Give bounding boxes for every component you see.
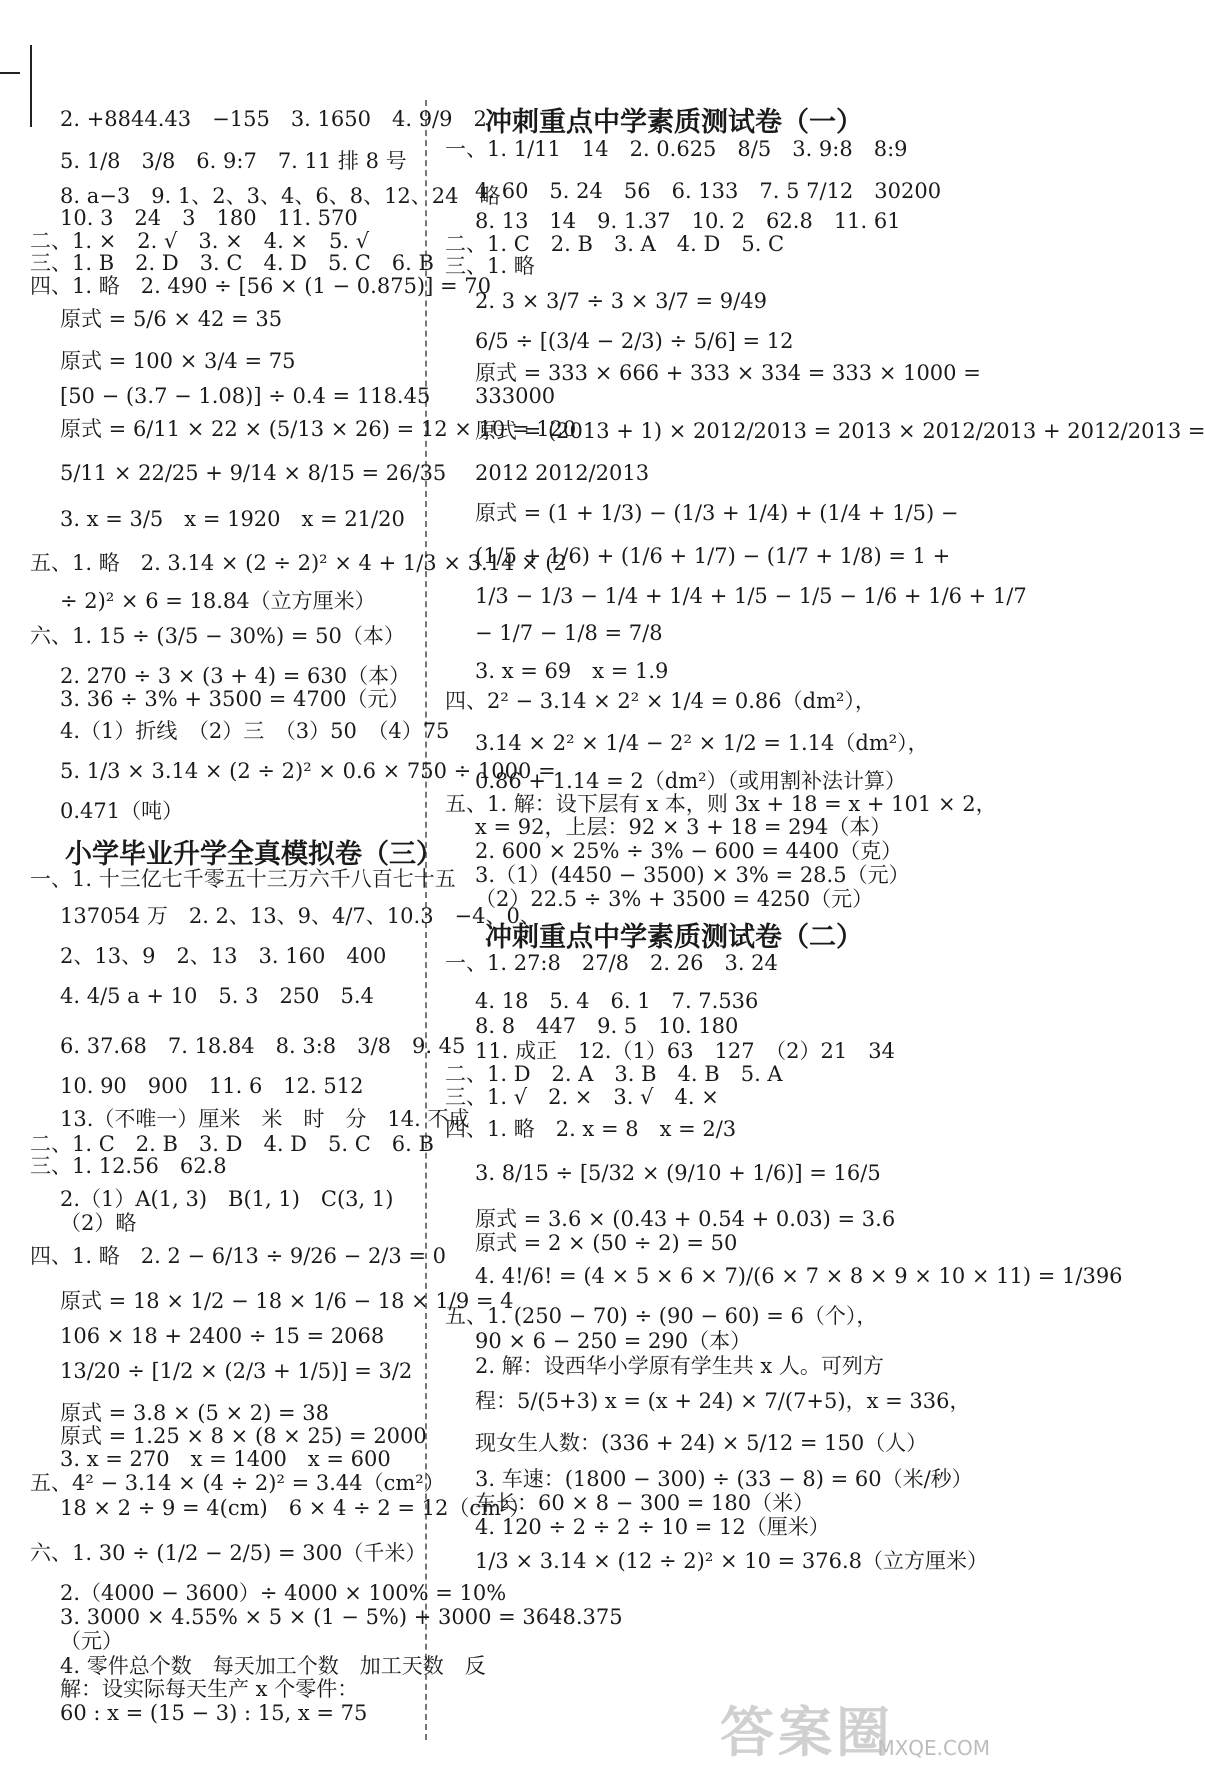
answer-line: 原式 = 2 × (50 ÷ 2) = 50	[475, 1231, 738, 1255]
answer-line: 4. 4!/6! = (4 × 5 × 6 × 7)/(6 × 7 × 8 × 9 × 10 × 11) = 1/396	[475, 1264, 1123, 1288]
answer-line: 13.（不唯一）厘米 米 时 分 14. 不成	[60, 1107, 470, 1131]
section-title: 冲刺重点中学素质测试卷（二）	[485, 922, 863, 953]
answer-line: 4. 4/5 a + 10 5. 3 250 5.4	[60, 984, 374, 1008]
answer-line: 二、1. D 2. A 3. B 4. B 5. A	[445, 1062, 783, 1086]
answer-line: 8. 8 447 9. 5 10. 180	[475, 1014, 739, 1038]
answer-line: 3. 8/15 ÷ [5/32 × (9/10 + 1/6)] = 16/5	[475, 1161, 881, 1185]
answer-line: 原式 = 5/6 × 42 = 35	[60, 307, 283, 331]
answer-line: 8. 13 14 9. 1.37 10. 2 62.8 11. 61	[475, 209, 901, 233]
answer-line: 106 × 18 + 2400 ÷ 15 = 2068	[60, 1324, 385, 1348]
answer-line: 原式 = 333 × 666 + 333 × 334 = 333 × 1000 =	[475, 361, 981, 385]
answer-line: 解：设实际每天生产 x 个零件：	[60, 1677, 359, 1701]
answer-line: 1/3 − 1/3 − 1/4 + 1/4 + 1/5 − 1/5 − 1/6 + 1/6 + 1/7	[475, 584, 1027, 608]
answer-line: 4. 零件总个数 每天加工个数 加工天数 反	[60, 1654, 486, 1678]
answer-line: 五、1. (250 − 70) ÷ (90 − 60) = 6（个），	[445, 1304, 878, 1328]
answer-line: 3. 3000 × 4.55% × 5 × (1 − 5%) + 3000 = 3648.375	[60, 1605, 623, 1629]
answer-line: 0.471（吨）	[60, 799, 184, 823]
answer-line: 3. x = 270 x = 1400 x = 600	[60, 1447, 391, 1471]
answer-line: 6/5 ÷ [(3/4 − 2/3) ÷ 5/6] = 12	[475, 329, 794, 353]
answer-line: 原式 = 18 × 1/2 − 18 × 1/6 − 18 × 1/9 = 4	[60, 1289, 514, 1313]
answer-line: 四、1. 略 2. 2 − 6/13 ÷ 9/26 − 2/3 = 0	[30, 1244, 447, 1268]
answer-line: 2.（1）A(1, 3) B(1, 1) C(3, 1)	[60, 1187, 394, 1211]
answer-line: 3.（1）(4450 − 3500) × 3% = 28.5（元）	[475, 863, 910, 887]
answer-line: [50 − (3.7 − 1.08)] ÷ 0.4 = 118.45	[60, 384, 431, 408]
watermark-url: MXQE.COM	[877, 1736, 990, 1760]
answer-line: 90 × 6 − 250 = 290（本）	[475, 1329, 752, 1353]
answer-line: 原式 = 6/11 × 22 × (5/13 × 26) = 12 × 10 = 120	[60, 417, 577, 441]
answer-line: 8. a−3 9. 1、2、3、4、6、8、12、24 略	[60, 184, 501, 208]
answer-line: 4. 60 5. 24 56 6. 133 7. 5 7/12 30200	[475, 179, 942, 203]
answer-line: 1/3 × 3.14 × (12 ÷ 2)² × 10 = 376.8（立方厘米）	[475, 1549, 989, 1573]
answer-line: 程：5/(5+3) x = (x + 24) × 7/(7+5)，x = 336，	[475, 1389, 971, 1413]
answer-line: (1/5 + 1/6) + (1/6 + 1/7) − (1/7 + 1/8) = 1 +	[475, 544, 951, 568]
answer-line: 四、1. 略 2. x = 8 x = 2/3	[445, 1117, 737, 1141]
answer-line: 六、1. 15 ÷ (3/5 − 30%) = 50（本）	[30, 624, 405, 648]
answer-line: 原式 = 3.8 × (5 × 2) = 38	[60, 1401, 330, 1425]
answer-line: 六、1. 30 ÷ (1/2 − 2/5) = 300（千米）	[30, 1541, 427, 1565]
answer-line: 原式 = 1.25 × 8 × (8 × 25) = 2000	[60, 1424, 427, 1448]
answer-line: 333000	[475, 384, 556, 408]
answer-line: 18 × 2 ÷ 9 = 4(cm) 6 × 4 ÷ 2 = 12（cm²）	[60, 1496, 531, 1520]
answer-line: 2. 600 × 25% ÷ 3% − 600 = 4400（克）	[475, 839, 903, 863]
answer-line: 一、1. 27:8 27/8 2. 26 3. 24	[445, 951, 778, 975]
answer-line: 3. x = 3/5 x = 1920 x = 21/20	[60, 507, 405, 531]
answer-line: 四、1. 略 2. 490 ÷ [56 × (1 − 0.875)] = 70	[30, 274, 491, 298]
answer-line: 13/20 ÷ [1/2 × (2/3 + 1/5)] = 3/2	[60, 1359, 413, 1383]
answer-line: 三、1. 12.56 62.8	[30, 1154, 227, 1178]
answer-line: 车长：60 × 8 − 300 = 180（米）	[475, 1491, 815, 1515]
answer-line: 2. 解：设西华小学原有学生共 x 人。可列方	[475, 1354, 884, 1378]
answer-line: − 1/7 − 1/8 = 7/8	[475, 621, 663, 645]
answer-line: 四、2² − 3.14 × 2² × 1/4 = 0.86（dm²），	[445, 689, 876, 713]
answer-line: 3. 36 ÷ 3% + 3500 = 4700（元）	[60, 687, 410, 711]
answer-line: 五、1. 解：设下层有 x 本，则 3x + 18 = x + 101 × 2，	[445, 792, 997, 816]
answer-line: 五、4² − 3.14 × (4 ÷ 2)² = 3.44（cm²）	[30, 1471, 445, 1495]
answer-line: 2. +8844.43 −155 3. 1650 4. 9/9 2	[60, 107, 487, 131]
answer-line: 2、13、9 2、13 3. 160 400	[60, 944, 387, 968]
section-title: 小学毕业升学全真模拟卷（三）	[65, 839, 443, 870]
answer-line: 4. 18 5. 4 6. 1 7. 7.536	[475, 989, 759, 1013]
answer-line: 0.86 + 1.14 = 2（dm²）（或用割补法计算）	[475, 769, 907, 793]
answer-line: （2）22.5 ÷ 3% + 3500 = 4250（元）	[475, 887, 874, 911]
answer-line: 二、1. × 2. √ 3. × 4. × 5. √	[30, 229, 370, 253]
watermark-logo	[720, 1690, 990, 1764]
answer-line: 5/11 × 22/25 + 9/14 × 8/15 = 26/35	[60, 461, 447, 485]
answer-line: 三、1. 略	[445, 254, 535, 278]
answer-line: 5. 1/8 3/8 6. 9:7 7. 11 排 8 号	[60, 149, 407, 173]
page-edge-mark	[0, 45, 32, 127]
answer-line: 2. 3 × 3/7 ÷ 3 × 3/7 = 9/49	[475, 289, 767, 313]
answer-line: 3. 车速：(1800 − 300) ÷ (33 − 8) = 60（米/秒）	[475, 1467, 973, 1491]
answer-line: ÷ 2)² × 6 = 18.84（立方厘米）	[60, 589, 376, 613]
answer-line: 4. 120 ÷ 2 ÷ 2 ÷ 10 = 12（厘米）	[475, 1515, 830, 1539]
watermark-mark: 答案圈	[720, 1701, 894, 1764]
answer-line: 10. 3 24 3 180 11. 570	[60, 206, 358, 230]
answer-line: 137054 万 2. 2、13、9、4/7、10.3 −4、0、	[60, 904, 541, 928]
answer-line: 原式 = 100 × 3/4 = 75	[60, 349, 296, 373]
answer-line: 60 : x = (15 − 3) : 15, x = 75	[60, 1701, 368, 1725]
answer-line: （元）	[60, 1629, 123, 1653]
answer-line: 二、1. C 2. B 3. D 4. D 5. C 6. B	[30, 1132, 434, 1156]
answer-line: 原式 = (1 + 1/3) − (1/3 + 1/4) + (1/4 + 1/5) −	[475, 501, 959, 525]
answer-line: 3.14 × 2² × 1/4 − 2² × 1/2 = 1.14（dm²），	[475, 731, 929, 755]
answer-line: 二、1. C 2. B 3. A 4. D 5. C	[445, 232, 785, 256]
answer-line: 五、1. 略 2. 3.14 × (2 ÷ 2)² × 4 + 1/3 × 3.14 × (2	[30, 551, 567, 575]
answer-line: 11. 成正 12.（1）63 127 （2）21 34	[475, 1039, 895, 1063]
answer-line: 4.（1）折线 （2）三 （3）50 （4）75	[60, 719, 450, 743]
answer-line: 2012 2012/2013	[475, 461, 650, 485]
answer-line: 一、1. 十三亿七千零五十三万六千八百七十五	[30, 867, 456, 891]
answer-line: x = 92，上层：92 × 3 + 18 = 294（本）	[475, 815, 892, 839]
answer-line: 原式 = 3.6 × (0.43 + 0.54 + 0.03) = 3.6	[475, 1207, 896, 1231]
answer-line: 2.（4000 − 3600）÷ 4000 × 100% = 10%	[60, 1581, 507, 1605]
answer-line: 现女生人数：(336 + 24) × 5/12 = 150（人）	[475, 1431, 928, 1455]
answer-line: （2）略	[60, 1211, 137, 1235]
page-edge-tick	[0, 72, 20, 74]
answer-line: 6. 37.68 7. 18.84 8. 3:8 3/8 9. 45	[60, 1034, 466, 1058]
answer-line: 5. 1/3 × 3.14 × (2 ÷ 2)² × 0.6 × 750 ÷ 1000 =	[60, 759, 556, 783]
section-title: 冲刺重点中学素质测试卷（一）	[485, 107, 863, 138]
answer-line: 10. 90 900 11. 6 12. 512	[60, 1074, 364, 1098]
answer-line: 原式 = (2013 + 1) × 2012/2013 = 2013 × 2012/2013 + 2012/2013 =	[475, 419, 1205, 443]
answer-line: 三、1. √ 2. × 3. √ 4. ×	[445, 1085, 719, 1109]
answer-line: 3. x = 69 x = 1.9	[475, 659, 669, 683]
answer-line: 一、1. 1/11 14 2. 0.625 8/5 3. 9:8 8:9	[445, 137, 908, 161]
answer-line: 三、1. B 2. D 3. C 4. D 5. C 6. B	[30, 251, 434, 275]
answer-line: 2. 270 ÷ 3 × (3 + 4) = 630（本）	[60, 664, 411, 688]
